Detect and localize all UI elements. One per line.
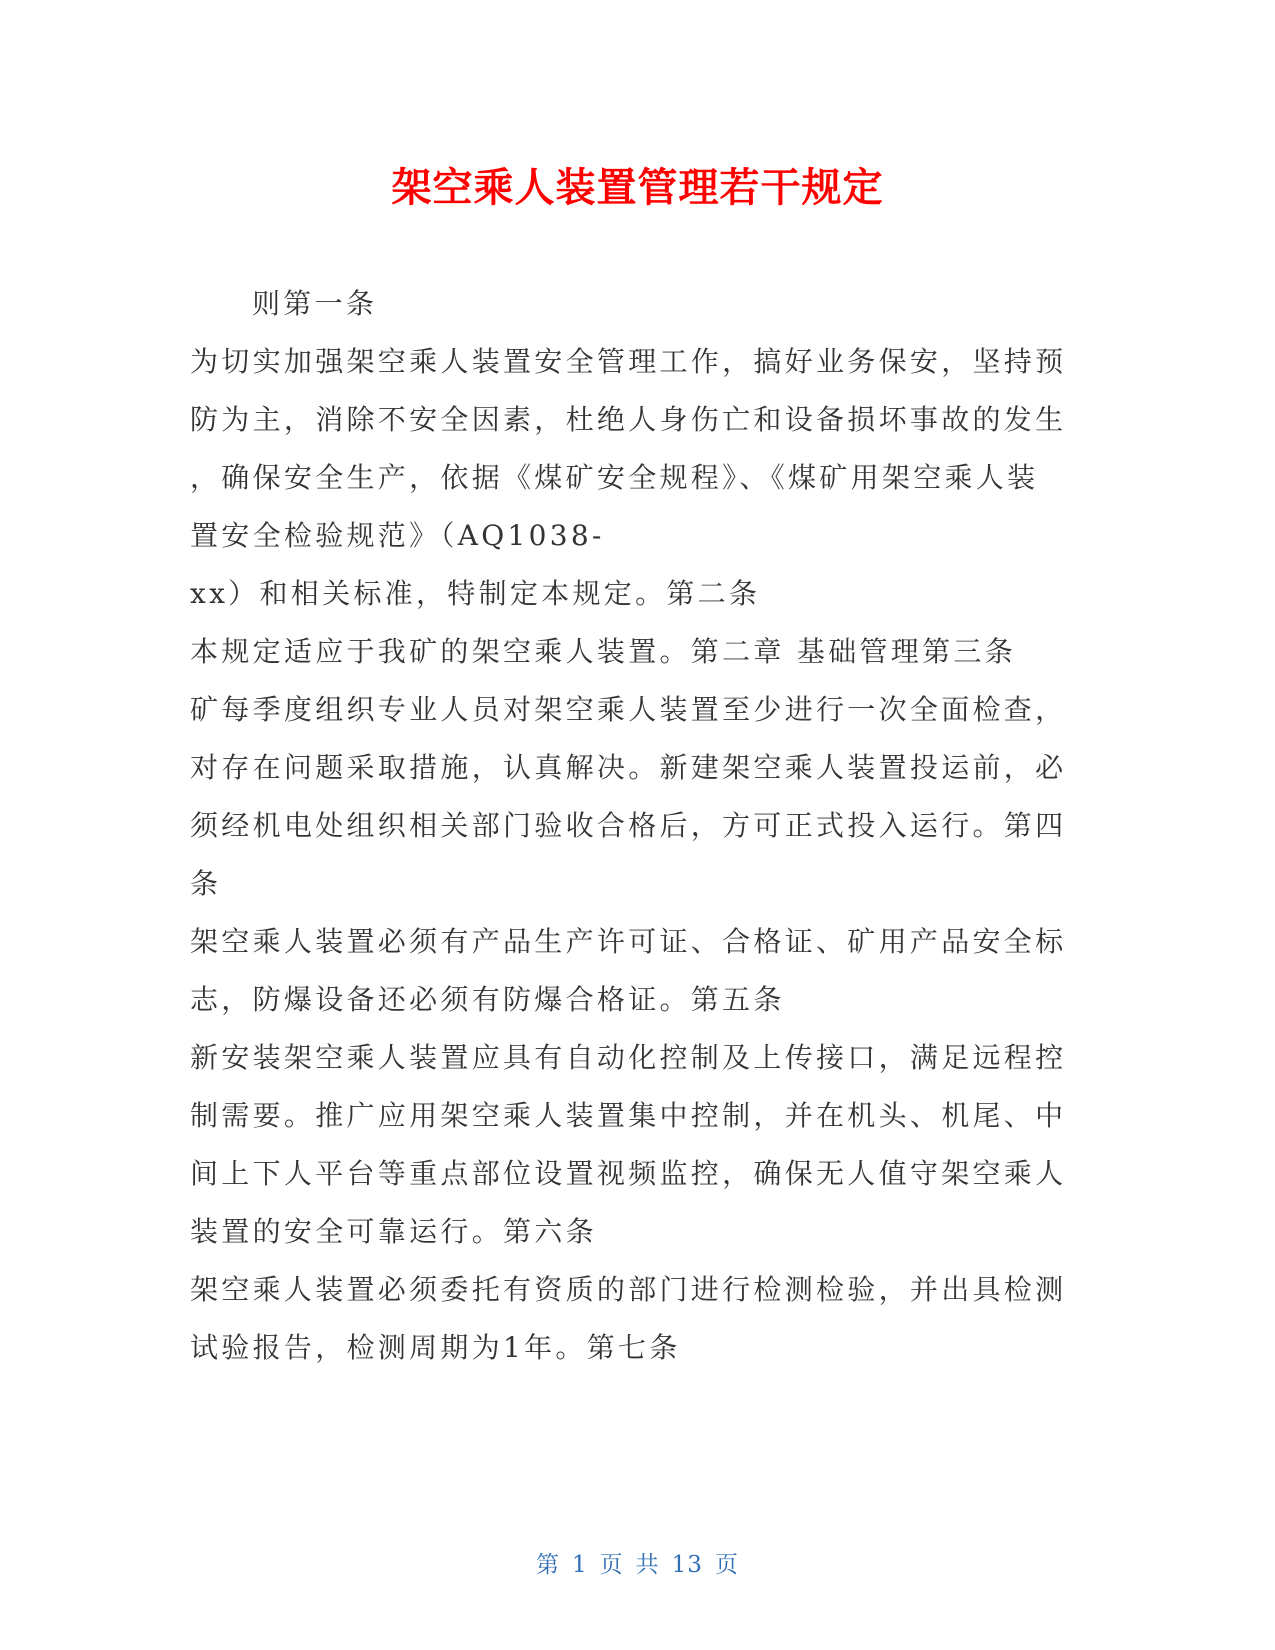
document-title: 架空乘人装置管理若干规定 <box>391 165 884 211</box>
page-footer <box>0 1546 1275 1579</box>
body-line-18: 架空乘人装置必须委托有资质的部门进行检测检验，并出具检测 <box>190 1273 1067 1306</box>
body-line-14: 新安装架空乘人装置应具有自动化控制及上传接口，满足远程控 <box>190 1041 1067 1074</box>
body-line-3: 防为主，消除不安全因素，杜绝人身伤亡和设备损坏事故的发生 <box>190 403 1067 436</box>
body-line-13: 志，防爆设备还必须有防爆合格证。第五条 <box>190 983 785 1016</box>
body-line-6: xx）和相关标准，特制定本规定。第二条 <box>190 577 761 610</box>
body-line-17: 装置的安全可靠运行。第六条 <box>190 1215 597 1248</box>
body-line-12: 架空乘人装置必须有产品生产许可证、合格证、矿用产品安全标 <box>190 925 1067 958</box>
footer-total-unit: 页 <box>714 1552 739 1578</box>
body-line-19: 试验报告，检测周期为1年。第七条 <box>190 1331 681 1364</box>
body-line-16: 间上下人平台等重点部位设置视频监控，确保无人值守架空乘人 <box>190 1157 1067 1190</box>
footer-page-unit: 页 <box>599 1552 624 1578</box>
body-line-5: 置安全检验规范》（AQ1038- <box>190 519 605 552</box>
body-line-4: ，确保安全生产，依据《煤矿安全规程》、《煤矿用架空乘人装 <box>190 461 1039 494</box>
body-line-9: 对存在问题采取措施，认真解决。新建架空乘人装置投运前，必 <box>190 751 1067 784</box>
footer-total-label: 共 <box>635 1552 660 1578</box>
body-line-15: 制需要。推广应用架空乘人装置集中控制，并在机头、机尾、中 <box>190 1099 1067 1132</box>
body-line-7: 本规定适应于我矿的架空乘人装置。第二章 基础管理第三条 <box>190 635 1017 668</box>
body-line-1: 则第一条 <box>252 287 378 320</box>
body-line-8: 矿每季度组织专业人员对架空乘人装置至少进行一次全面检查， <box>190 693 1067 726</box>
body-line-11: 条 <box>190 867 222 900</box>
footer-current-page: 1 <box>572 1552 588 1578</box>
body-line-10: 须经机电处组织相关部门验收合格后，方可正式投入运行。第四 <box>190 809 1067 842</box>
footer-total-pages: 13 <box>671 1552 703 1578</box>
footer-page-label: 第 <box>536 1552 561 1578</box>
body-line-2: 为切实加强架空乘人装置安全管理工作，搞好业务保安，坚持预 <box>190 345 1067 378</box>
